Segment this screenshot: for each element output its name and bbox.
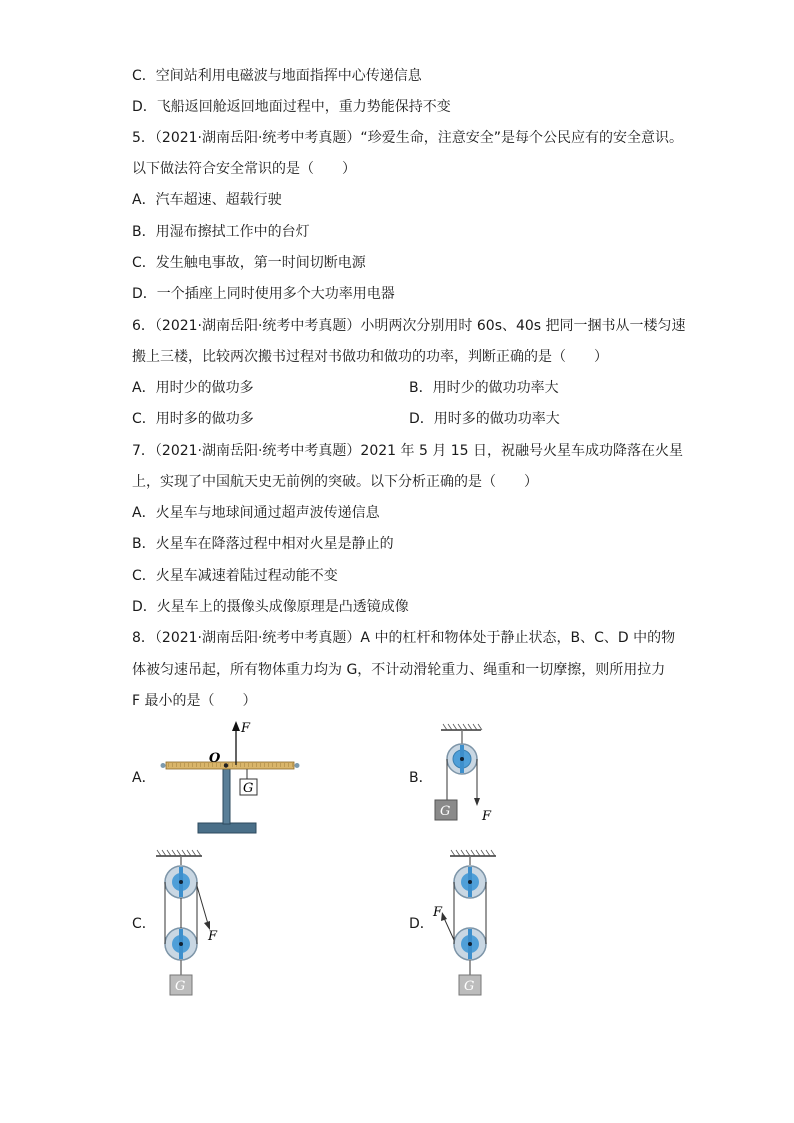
- weight-label-g: G: [243, 781, 254, 796]
- q7-option-d: D．火星车上的摄像头成像原理是凸透镜成像: [132, 599, 409, 615]
- figure-d-pulley-block: [428, 848, 508, 998]
- figure-label-b: B．: [409, 770, 433, 786]
- q6-option-b: B．用时少的做功功率大: [409, 380, 559, 396]
- lever-stand: [223, 767, 230, 824]
- q6-stem-line2: 搬上三楼，比较两次搬书过程对书做功和做功的功率，判断正确的是（ ）: [132, 349, 608, 365]
- q8-stem-line3: F 最小的是（ ）: [132, 693, 257, 709]
- force-arrow-f: [232, 721, 240, 731]
- q5-stem-line2: 以下做法符合安全常识的是（ ）: [132, 161, 356, 177]
- q4-option-d: D．飞船返回舱返回地面过程中，重力势能保持不变: [132, 99, 451, 115]
- force-label-f: F: [241, 721, 251, 736]
- pivot-label-o: O: [209, 751, 221, 766]
- q5-option-c: C．发生触电事故，第一时间切断电源: [132, 255, 366, 271]
- pivot-point: [224, 763, 228, 767]
- force-label-f: F: [208, 929, 218, 944]
- q7-option-c: C．火星车减速着陆过程动能不变: [132, 568, 338, 584]
- svg-text:G: G: [175, 979, 186, 994]
- q7-stem-line2: 上，实现了中国航天史无前例的突破。以下分析正确的是（ ）: [132, 474, 538, 490]
- figure-c-pulley-block: [150, 848, 230, 998]
- lever-bar: [166, 762, 294, 769]
- q5-option-b: B．用湿布擦拭工作中的台灯: [132, 224, 310, 240]
- q5-option-a: A．汽车超速、超载行驶: [132, 192, 282, 208]
- q4-option-c: C．空间站利用电磁波与地面指挥中心传递信息: [132, 68, 422, 84]
- q6-option-a: A．用时少的做功多: [132, 380, 254, 396]
- q6-option-d: D．用时多的做功功率大: [409, 411, 560, 427]
- force-label-f: F: [433, 905, 443, 920]
- figure-label-a: A．: [132, 770, 156, 786]
- q7-option-b: B．火星车在降落过程中相对火星是静止的: [132, 536, 394, 552]
- force-label-f: F: [482, 809, 492, 824]
- q8-stem-line1: 8．（2021·湖南岳阳·统考中考真题）A 中的杠杆和物体处于静止状态，B、C、D 中的物: [132, 630, 676, 646]
- q6-stem-line1: 6．（2021·湖南岳阳·统考中考真题）小明两次分别用时 60s、40s 把同一捆书从一楼匀速: [132, 318, 686, 334]
- figure-b-fixed-pulley: [425, 722, 505, 827]
- svg-text:G: G: [440, 804, 451, 819]
- figure-a-lever: [160, 715, 305, 840]
- q7-stem-line1: 7．（2021·湖南岳阳·统考中考真题）2021 年 5 月 15 日，祝融号火星车成功降落在火星: [132, 443, 684, 459]
- q5-option-d: D．一个插座上同时使用多个大功率用电器: [132, 286, 395, 302]
- q6-option-c: C．用时多的做功多: [132, 411, 254, 427]
- svg-text:G: G: [464, 979, 475, 994]
- figure-label-c: C．: [132, 916, 156, 932]
- q5-stem-line1: 5．（2021·湖南岳阳·统考中考真题）“珍爱生命，注意安全”是每个公民应有的安全意识。: [132, 130, 683, 146]
- q7-option-a: A．火星车与地球间通过超声波传递信息: [132, 505, 380, 521]
- figure-label-d: D．: [409, 916, 434, 932]
- q8-stem-line2: 体被匀速吊起，所有物体重力均为 G，不计动滑轮重力、绳重和一切摩擦，则所用拉力: [132, 662, 666, 678]
